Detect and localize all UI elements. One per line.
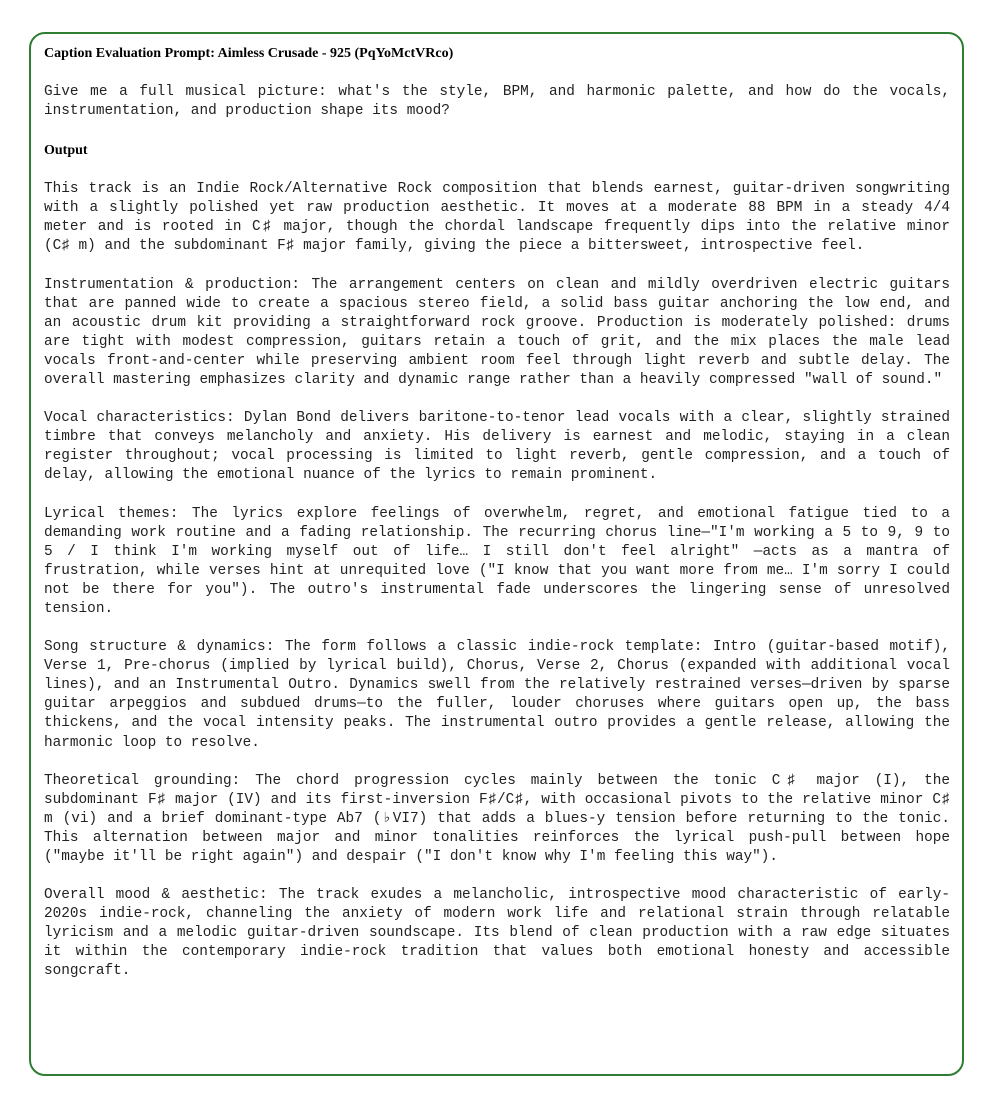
paragraph-vocals: Vocal characteristics: Dylan Bond delivers baritone-to-tenor lead vocals with a clear, slightly strained timbre that conveys melancholy and anxiety. His delivery is earnest and melodic, staying in a clean register throughout; vocal processing is limited to light reverb, gentle compression, and a touch of delay, allowing the emotional nuance of the lyrics to remain prominent. bbox=[44, 410, 950, 484]
caption-card bbox=[29, 32, 964, 1076]
paragraph-overview: This track is an Indie Rock/Alternative Rock composition that blends earnest, guitar-driven songwriting with a slightly polished yet raw production aesthetic. It moves at a moderate 88 BPM in a steady 4/4 meter and is rooted in C♯ major, though the chordal landscape frequently dips into the relative minor (C♯ m) and the subdominant F♯ major family, giving the piece a bittersweet, introspective feel. bbox=[44, 181, 950, 255]
paragraph-lyrics: Lyrical themes: The lyrics explore feelings of overwhelm, regret, and emotional fatigue tied to a demanding work routine and a fading relationship. The recurring chorus line—"I'm working a 5 to 9, 9 to 5 / I think I'm working myself out of life… I still don't feel alright" —acts as a mantra of frustration, while verses hint at unrequited love ("I know that you want more from me… I'm sorry I could not be there for you"). The outro's instrumental fade underscores the lingering sense of unresolved tension. bbox=[44, 505, 950, 617]
paragraph-structure: Song structure & dynamics: The form follows a classic indie-rock template: Intro (guitar-based motif), Verse 1, Pre-chorus (implied by lyrical build), Chorus, Verse 2, Chorus (expanded with additional vocal lines), and an Instrumental Outro. Dynamics swell from the relatively restrained verses—driven by sparse guitar arpeggios and subdued drums—to the fuller, louder choruses where guitars open up, the bass thickens, and the vocal intensity peaks. The instrumental outro provides a gentle release, allowing the harmonic loop to resolve. bbox=[44, 639, 950, 751]
card-title: Caption Evaluation Prompt: Aimless Crusade - 925 (PqYoMctVRco) bbox=[44, 46, 454, 61]
paragraph-mood: Overall mood & aesthetic: The track exudes a melancholic, introspective mood characteristic of early-2020s indie-rock, channeling the anxiety of modern work life and relational strain through relatable lyricism and a melodic guitar-driven soundscape. Its blend of clean production with a raw edge situates it within the contemporary indie-rock tradition that values both emotional honesty and accessible songcraft. bbox=[44, 887, 950, 980]
paragraph-theory: Theoretical grounding: The chord progression cycles mainly between the tonic C♯ major (I), the subdominant F♯ major (IV) and its first-inversion F♯/C♯, with occasional pivots to the relative minor C♯ m (vi) and a brief dominant-type Ab7 (♭VI7) that adds a blues-y tension before returning to the tonic. This alternation between major and minor tonalities reinforces the lyrical push-pull between hope ("maybe it'll be right again") and despair ("I don't know why I'm feeling this way"). bbox=[44, 772, 950, 865]
prompt-text: Give me a full musical picture: what's the style, BPM, and harmonic palette, and how do the vocals, instrumentation, and production shape its mood? bbox=[44, 84, 950, 120]
paragraph-instrumentation: Instrumentation & production: The arrangement centers on clean and mildly overdriven electric guitars that are panned wide to create a spacious stereo field, a solid bass guitar anchoring the low end, and an acoustic drum kit providing a straightforward rock groove. Production is moderately polished: drums are tight with modest compression, guitars retain a touch of grit, and the mix places the male lead vocals front-and-center while preserving ambient room feel through light reverb and subtle delay. The overall mastering emphasizes clarity and dynamic range rather than a heavily compressed "wall of sound." bbox=[44, 276, 950, 389]
output-heading: Output bbox=[44, 143, 88, 159]
